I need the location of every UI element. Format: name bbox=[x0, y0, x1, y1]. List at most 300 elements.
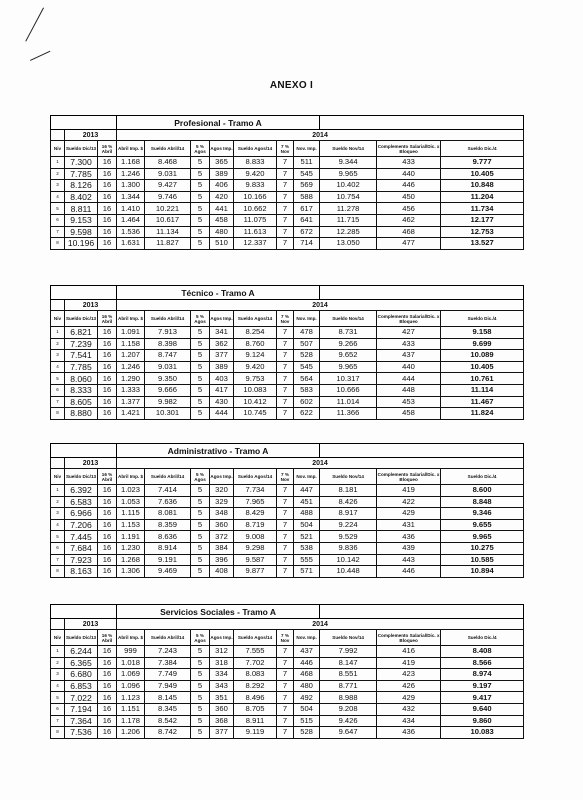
year-spacer bbox=[51, 458, 65, 469]
table-row bbox=[51, 408, 524, 420]
table-cell: 11.824 bbox=[441, 408, 524, 420]
table-cell: 9.982 bbox=[145, 396, 191, 408]
table-cell: 1.246 bbox=[117, 168, 145, 180]
table-cell: 5 bbox=[191, 692, 210, 704]
table-row bbox=[51, 168, 524, 180]
table-cell: 5 bbox=[191, 168, 210, 180]
table-cell: 5 bbox=[191, 373, 210, 385]
table-cell: 403 bbox=[210, 373, 234, 385]
table-cell: 13.527 bbox=[441, 238, 524, 250]
table-cell: 444 bbox=[210, 408, 234, 420]
table-cell: 8.914 bbox=[145, 542, 191, 554]
table-cell: 451 bbox=[294, 496, 320, 508]
table-cell: 16 bbox=[98, 384, 117, 396]
table-cell: 8.988 bbox=[320, 692, 377, 704]
table-cell: 312 bbox=[210, 646, 234, 658]
year-2013: 2013 bbox=[65, 458, 117, 469]
table-cell: 5 bbox=[191, 703, 210, 715]
table-cell: 1.290 bbox=[117, 373, 145, 385]
table-cell: 7.785 bbox=[65, 168, 98, 180]
table-cell: 1.464 bbox=[117, 214, 145, 226]
table-cell: 377 bbox=[210, 727, 234, 739]
table-cell: 4 bbox=[51, 361, 65, 373]
table-cell: 426 bbox=[377, 680, 441, 692]
table-cell: 8.731 bbox=[320, 327, 377, 339]
table-cell: 443 bbox=[377, 554, 441, 566]
table-cell: 7 bbox=[277, 180, 294, 192]
table-cell: 444 bbox=[377, 373, 441, 385]
table-cell: 3 bbox=[51, 669, 65, 681]
table-row bbox=[51, 361, 524, 373]
table-cell: 7 bbox=[277, 157, 294, 169]
table-cell: 5 bbox=[191, 180, 210, 192]
column-header: Sueldo Dic/13 bbox=[65, 469, 98, 485]
table-cell: 360 bbox=[210, 703, 234, 715]
table-row bbox=[51, 338, 524, 350]
table-cell: 8.126 bbox=[65, 180, 98, 192]
table-row bbox=[51, 238, 524, 250]
table-cell: 7 bbox=[277, 338, 294, 350]
table-row bbox=[51, 657, 524, 669]
table-cell: 8.060 bbox=[65, 373, 98, 385]
table-cell: 9.346 bbox=[441, 508, 524, 520]
year-2013: 2013 bbox=[65, 619, 117, 630]
table-cell: 7 bbox=[277, 226, 294, 238]
table-cell: 433 bbox=[377, 157, 441, 169]
table-cell: 5 bbox=[191, 542, 210, 554]
table-cell: 7 bbox=[277, 669, 294, 681]
table-cell: 5 bbox=[191, 361, 210, 373]
section-title: Servicios Sociales - Tramo A bbox=[117, 605, 320, 619]
table-cell: 8.636 bbox=[145, 531, 191, 543]
table-cell: 7 bbox=[277, 203, 294, 215]
table-cell: 8.811 bbox=[65, 203, 98, 215]
table-cell: 7.965 bbox=[234, 496, 277, 508]
column-header: Agos Imp. bbox=[210, 311, 234, 327]
table-cell: 446 bbox=[294, 657, 320, 669]
table-cell: 5 bbox=[51, 531, 65, 543]
table-cell: 8.292 bbox=[234, 680, 277, 692]
table-row bbox=[51, 519, 524, 531]
table-cell: 6.244 bbox=[65, 646, 98, 658]
table-cell: 7 bbox=[277, 361, 294, 373]
table-cell: 10.089 bbox=[441, 350, 524, 362]
table-cell: 8.833 bbox=[234, 157, 277, 169]
column-header: Sueldo Nov/14 bbox=[320, 141, 377, 157]
table-cell: 458 bbox=[210, 214, 234, 226]
table-cell: 1 bbox=[51, 485, 65, 497]
table-cell: 16 bbox=[98, 408, 117, 420]
table-cell: 1.536 bbox=[117, 226, 145, 238]
title-spacer bbox=[320, 116, 524, 130]
table-cell: 9.008 bbox=[234, 531, 277, 543]
column-header: Sueldo Agos/14 bbox=[234, 141, 277, 157]
salary-table-section bbox=[50, 285, 523, 420]
year-2014: 2014 bbox=[117, 458, 524, 469]
table-cell: 1 bbox=[51, 327, 65, 339]
table-cell: 8.359 bbox=[145, 519, 191, 531]
table-cell: 5 bbox=[51, 692, 65, 704]
table-cell: 440 bbox=[377, 168, 441, 180]
table-cell: 8.145 bbox=[145, 692, 191, 704]
table-cell: 1.421 bbox=[117, 408, 145, 420]
table-row bbox=[51, 485, 524, 497]
table-cell: 9.224 bbox=[320, 519, 377, 531]
table-cell: 10.848 bbox=[441, 180, 524, 192]
column-header: Complemento Salarial/Dic. x Bloqueo bbox=[377, 469, 441, 485]
column-header: Nov. Imp. bbox=[294, 469, 320, 485]
table-cell: 7 bbox=[51, 396, 65, 408]
table-cell: 9.344 bbox=[320, 157, 377, 169]
table-cell: 5 bbox=[191, 214, 210, 226]
column-header: Sueldo Abril/14 bbox=[145, 469, 191, 485]
table-cell: 16 bbox=[98, 646, 117, 658]
table-cell: 8.333 bbox=[65, 384, 98, 396]
table-cell: 1.151 bbox=[117, 703, 145, 715]
table-row bbox=[51, 692, 524, 704]
table-cell: 7.414 bbox=[145, 485, 191, 497]
table-cell: 10.301 bbox=[145, 408, 191, 420]
table-cell: 8.747 bbox=[145, 350, 191, 362]
table-cell: 8 bbox=[51, 566, 65, 578]
table-cell: 2 bbox=[51, 168, 65, 180]
table-cell: 7 bbox=[51, 554, 65, 566]
table-cell: 8.408 bbox=[441, 646, 524, 658]
table-cell: 7.541 bbox=[65, 350, 98, 362]
table-cell: 434 bbox=[377, 715, 441, 727]
table-cell: 1.053 bbox=[117, 496, 145, 508]
table-cell: 1.207 bbox=[117, 350, 145, 362]
table-cell: 7 bbox=[277, 554, 294, 566]
title-spacer bbox=[320, 605, 524, 619]
section-title: Profesional - Tramo A bbox=[117, 116, 320, 130]
table-cell: 362 bbox=[210, 338, 234, 350]
column-header: 5 % Agos bbox=[191, 469, 210, 485]
table-cell: 9.427 bbox=[145, 180, 191, 192]
table-cell: 507 bbox=[294, 338, 320, 350]
column-header: 5 % Agos bbox=[191, 311, 210, 327]
table-cell: 8 bbox=[51, 727, 65, 739]
table-cell: 16 bbox=[98, 508, 117, 520]
table-cell: 504 bbox=[294, 519, 320, 531]
table-cell: 641 bbox=[294, 214, 320, 226]
table-cell: 436 bbox=[377, 531, 441, 543]
table-cell: 4 bbox=[51, 680, 65, 692]
table-cell: 440 bbox=[377, 361, 441, 373]
column-header: Complemento Salarial/Dic. x Bloqueo bbox=[377, 141, 441, 157]
table-cell: 9.031 bbox=[145, 361, 191, 373]
table-cell: 16 bbox=[98, 554, 117, 566]
table-row bbox=[51, 214, 524, 226]
table-cell: 10.196 bbox=[65, 238, 98, 250]
table-cell: 9.153 bbox=[65, 214, 98, 226]
table-cell: 5 bbox=[191, 485, 210, 497]
table-cell: 5 bbox=[191, 238, 210, 250]
year-spacer bbox=[51, 300, 65, 311]
table-cell: 9.965 bbox=[320, 361, 377, 373]
table-cell: 441 bbox=[210, 203, 234, 215]
table-cell: 16 bbox=[98, 157, 117, 169]
table-cell: 1.158 bbox=[117, 338, 145, 350]
table-cell: 9.158 bbox=[441, 327, 524, 339]
column-header: Complemento Salarial/Dic. x Bloqueo bbox=[377, 630, 441, 646]
table-cell: 6 bbox=[51, 703, 65, 715]
title-spacer bbox=[51, 605, 117, 619]
column-header: Sueldo Dic./4 bbox=[441, 630, 524, 646]
table-cell: 5 bbox=[191, 157, 210, 169]
table-cell: 8.254 bbox=[234, 327, 277, 339]
table-cell: 8.081 bbox=[145, 508, 191, 520]
table-row bbox=[51, 508, 524, 520]
column-header: Sueldo Dic./4 bbox=[441, 311, 524, 327]
table-cell: 528 bbox=[294, 727, 320, 739]
table-cell: 1.023 bbox=[117, 485, 145, 497]
column-header: Sueldo Agos/14 bbox=[234, 311, 277, 327]
table-cell: 9.350 bbox=[145, 373, 191, 385]
table-cell: 419 bbox=[377, 485, 441, 497]
table-cell: 672 bbox=[294, 226, 320, 238]
table-cell: 11.366 bbox=[320, 408, 377, 420]
table-cell: 8.848 bbox=[441, 496, 524, 508]
table-cell: 511 bbox=[294, 157, 320, 169]
table-cell: 9.836 bbox=[320, 542, 377, 554]
table-cell: 408 bbox=[210, 566, 234, 578]
table-cell: 1.230 bbox=[117, 542, 145, 554]
table-cell: 13.050 bbox=[320, 238, 377, 250]
table-cell: 622 bbox=[294, 408, 320, 420]
table-cell: 10.745 bbox=[234, 408, 277, 420]
table-cell: 5 bbox=[51, 373, 65, 385]
table-cell: 7 bbox=[277, 168, 294, 180]
column-header: 7 % Nov bbox=[277, 311, 294, 327]
table-cell: 5 bbox=[191, 508, 210, 520]
section-title: Administrativo - Tramo A bbox=[117, 444, 320, 458]
table-cell: 5 bbox=[191, 396, 210, 408]
table-cell: 11.734 bbox=[441, 203, 524, 215]
column-header: Nov. Imp. bbox=[294, 141, 320, 157]
column-header: Abril Imp. $ bbox=[117, 469, 145, 485]
table-cell: 1.096 bbox=[117, 680, 145, 692]
title-spacer bbox=[320, 286, 524, 300]
table-cell: 7 bbox=[277, 519, 294, 531]
table-cell: 7 bbox=[277, 680, 294, 692]
table-cell: 7.536 bbox=[65, 727, 98, 739]
table-cell: 432 bbox=[377, 703, 441, 715]
table-cell: 9.197 bbox=[441, 680, 524, 692]
table-cell: 16 bbox=[98, 680, 117, 692]
table-cell: 7 bbox=[277, 646, 294, 658]
column-header: 7 % Nov bbox=[277, 141, 294, 157]
table-cell: 1.631 bbox=[117, 238, 145, 250]
table-cell: 7.785 bbox=[65, 361, 98, 373]
table-cell: 16 bbox=[98, 519, 117, 531]
table-cell: 10.142 bbox=[320, 554, 377, 566]
table-cell: 7 bbox=[277, 496, 294, 508]
table-cell: 3 bbox=[51, 508, 65, 520]
salary-table-section bbox=[50, 604, 523, 739]
table-cell: 10.761 bbox=[441, 373, 524, 385]
table-cell: 9.777 bbox=[441, 157, 524, 169]
table-cell: 9.753 bbox=[234, 373, 277, 385]
table-cell: 422 bbox=[377, 496, 441, 508]
table-cell: 16 bbox=[98, 542, 117, 554]
table-cell: 1.178 bbox=[117, 715, 145, 727]
table-cell: 5 bbox=[191, 531, 210, 543]
table-cell: 1.306 bbox=[117, 566, 145, 578]
table-cell: 16 bbox=[98, 226, 117, 238]
table-cell: 10.894 bbox=[441, 566, 524, 578]
table-row bbox=[51, 680, 524, 692]
table-cell: 9.965 bbox=[320, 168, 377, 180]
table-cell: 7 bbox=[277, 396, 294, 408]
table-cell: 1.206 bbox=[117, 727, 145, 739]
table-cell: 9.124 bbox=[234, 350, 277, 362]
column-header: Niv bbox=[51, 469, 65, 485]
table-cell: 6 bbox=[51, 542, 65, 554]
table-cell: 9.426 bbox=[320, 715, 377, 727]
table-cell: 478 bbox=[294, 327, 320, 339]
table-cell: 1.300 bbox=[117, 180, 145, 192]
table-cell: 7.243 bbox=[145, 646, 191, 658]
table-cell: 6.966 bbox=[65, 508, 98, 520]
table-cell: 433 bbox=[377, 338, 441, 350]
table-cell: 9.655 bbox=[441, 519, 524, 531]
table-cell: 10.617 bbox=[145, 214, 191, 226]
table-cell: 9.420 bbox=[234, 168, 277, 180]
table-cell: 7 bbox=[277, 531, 294, 543]
table-cell: 429 bbox=[377, 692, 441, 704]
table-cell: 9.208 bbox=[320, 703, 377, 715]
year-2014: 2014 bbox=[117, 130, 524, 141]
table-cell: 5 bbox=[191, 669, 210, 681]
table-cell: 2 bbox=[51, 338, 65, 350]
table-row bbox=[51, 496, 524, 508]
table-cell: 515 bbox=[294, 715, 320, 727]
column-header: 7 % Nov bbox=[277, 630, 294, 646]
table-cell: 5 bbox=[191, 519, 210, 531]
table-cell: 5 bbox=[191, 384, 210, 396]
table-cell: 8.496 bbox=[234, 692, 277, 704]
table-cell: 10.083 bbox=[441, 727, 524, 739]
table-cell: 12.753 bbox=[441, 226, 524, 238]
table-cell: 7.702 bbox=[234, 657, 277, 669]
table-cell: 389 bbox=[210, 361, 234, 373]
table-cell: 7.239 bbox=[65, 338, 98, 350]
salary-table bbox=[50, 285, 524, 420]
year-spacer bbox=[51, 130, 65, 141]
table-cell: 8.398 bbox=[145, 338, 191, 350]
column-header: 5 % Agos bbox=[191, 141, 210, 157]
table-cell: 7 bbox=[277, 692, 294, 704]
table-cell: 2 bbox=[51, 496, 65, 508]
table-cell: 9.587 bbox=[234, 554, 277, 566]
table-cell: 1.333 bbox=[117, 384, 145, 396]
table-cell: 8.345 bbox=[145, 703, 191, 715]
table-cell: 341 bbox=[210, 327, 234, 339]
table-cell: 16 bbox=[98, 531, 117, 543]
table-cell: 7 bbox=[277, 703, 294, 715]
column-header: Sueldo Abril/14 bbox=[145, 141, 191, 157]
table-cell: 1 bbox=[51, 646, 65, 658]
table-cell: 8.163 bbox=[65, 566, 98, 578]
table-cell: 504 bbox=[294, 703, 320, 715]
table-cell: 16 bbox=[98, 566, 117, 578]
column-header: Complemento Salarial/Dic. x Bloqueo bbox=[377, 311, 441, 327]
table-cell: 329 bbox=[210, 496, 234, 508]
table-cell: 714 bbox=[294, 238, 320, 250]
table-cell: 360 bbox=[210, 519, 234, 531]
table-cell: 8.181 bbox=[320, 485, 377, 497]
table-cell: 8.742 bbox=[145, 727, 191, 739]
table-cell: 1.091 bbox=[117, 327, 145, 339]
table-cell: 8.911 bbox=[234, 715, 277, 727]
table-cell: 7.022 bbox=[65, 692, 98, 704]
table-cell: 439 bbox=[377, 542, 441, 554]
table-cell: 384 bbox=[210, 542, 234, 554]
table-cell: 10.083 bbox=[234, 384, 277, 396]
salary-table-section bbox=[50, 443, 523, 578]
table-cell: 16 bbox=[98, 373, 117, 385]
table-cell: 9.529 bbox=[320, 531, 377, 543]
table-cell: 9.031 bbox=[145, 168, 191, 180]
table-cell: 10.585 bbox=[441, 554, 524, 566]
table-cell: 16 bbox=[98, 238, 117, 250]
table-cell: 8.426 bbox=[320, 496, 377, 508]
table-cell: 436 bbox=[377, 727, 441, 739]
table-row bbox=[51, 157, 524, 169]
table-cell: 365 bbox=[210, 157, 234, 169]
table-cell: 8.760 bbox=[234, 338, 277, 350]
title-spacer bbox=[51, 444, 117, 458]
table-cell: 8.705 bbox=[234, 703, 277, 715]
table-cell: 999 bbox=[117, 646, 145, 658]
table-cell: 368 bbox=[210, 715, 234, 727]
table-cell: 10.666 bbox=[320, 384, 377, 396]
table-cell: 6.821 bbox=[65, 327, 98, 339]
column-header: Sueldo Abril/14 bbox=[145, 630, 191, 646]
table-cell: 1.153 bbox=[117, 519, 145, 531]
table-cell: 9.298 bbox=[234, 542, 277, 554]
table-cell: 16 bbox=[98, 496, 117, 508]
table-cell: 446 bbox=[377, 180, 441, 192]
table-cell: 16 bbox=[98, 180, 117, 192]
table-row bbox=[51, 191, 524, 203]
table-cell: 9.420 bbox=[234, 361, 277, 373]
table-cell: 468 bbox=[377, 226, 441, 238]
scan-mark bbox=[25, 8, 44, 42]
table-cell: 16 bbox=[98, 657, 117, 669]
table-cell: 16 bbox=[98, 168, 117, 180]
column-header: 7 % Nov bbox=[277, 469, 294, 485]
column-header: Agos Imp. bbox=[210, 630, 234, 646]
table-cell: 569 bbox=[294, 180, 320, 192]
table-cell: 5 bbox=[191, 566, 210, 578]
table-cell: 9.877 bbox=[234, 566, 277, 578]
table-cell: 348 bbox=[210, 508, 234, 520]
salary-table bbox=[50, 443, 524, 578]
table-cell: 372 bbox=[210, 531, 234, 543]
table-cell: 5 bbox=[191, 657, 210, 669]
column-header: Agos Imp. bbox=[210, 141, 234, 157]
table-row bbox=[51, 669, 524, 681]
table-cell: 16 bbox=[98, 214, 117, 226]
table-cell: 1.191 bbox=[117, 531, 145, 543]
table-cell: 16 bbox=[98, 203, 117, 215]
table-cell: 450 bbox=[377, 191, 441, 203]
section-title: Técnico - Tramo A bbox=[117, 286, 320, 300]
table-cell: 9.119 bbox=[234, 727, 277, 739]
year-2014: 2014 bbox=[117, 300, 524, 311]
